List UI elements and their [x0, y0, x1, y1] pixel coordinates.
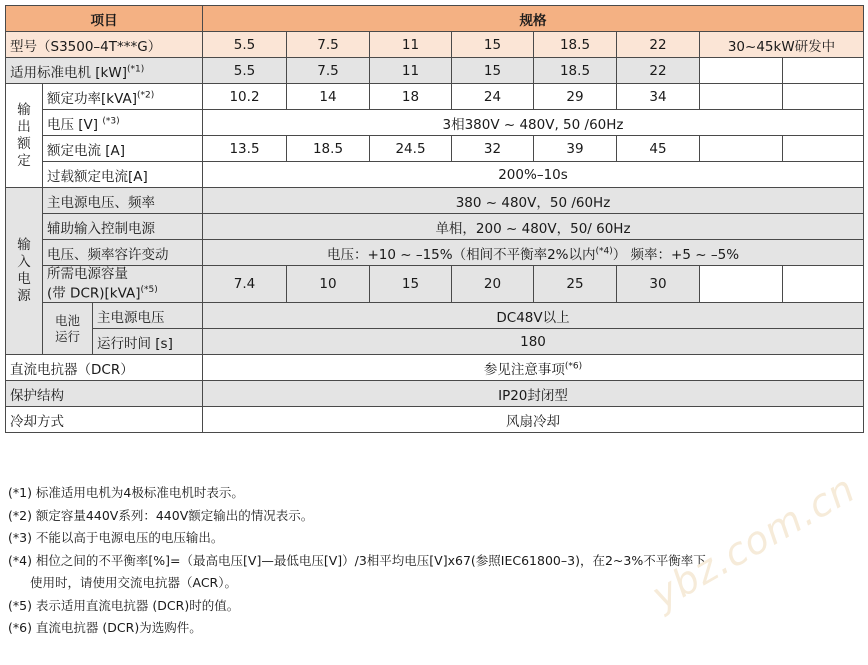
output-current-cell: 45 [617, 136, 700, 162]
output-power-cell: 10.2 [203, 84, 287, 110]
output-current-cell: 18.5 [287, 136, 370, 162]
battery-group-label: 电池运行 [43, 303, 93, 355]
output-overload-row [6, 162, 864, 188]
dcr-value: 参见注意事项$^{(*6)}$ [203, 355, 864, 381]
input-aux-value: 单相，200 ~ 480V，50/ 60Hz [203, 214, 864, 240]
output-overload-value: 200%–10s [203, 162, 864, 188]
input-capacity-label: 所需电源容量 (带 DCR)[kVA]$^{(*5)}$ [43, 266, 203, 303]
input-tolerance-value: 电压：+10 ~ –15%（相间不平衡率2%以内$^{(*4)}$） 频率：+5 ~ –5% [203, 240, 864, 266]
model-cell: 22 [617, 32, 700, 58]
model-cell: 7.5 [287, 32, 370, 58]
motor-cell: 5.5 [203, 58, 287, 84]
protection-label: 保护结构 [6, 381, 203, 407]
input-group-label: 输入电源 [6, 188, 43, 355]
footnote: (*4) 相位之间的不平衡率[%]=（最高电压[V]—最低电压[V]）/3相平均电压[V]x67(参照IEC61800–3)，在2~3%不平衡率下 [8, 552, 706, 568]
output-current-label: 额定电流 [A] [43, 136, 203, 162]
footnote: (*6) 直流电抗器 (DCR)为选购件。 [8, 620, 202, 635]
output-power-label: 额定功率[kVA]$^{(*2)}$ [43, 84, 203, 110]
watermark: ybz.com.cn [644, 466, 863, 618]
model-cell: 30~45kW研发中 [700, 32, 864, 58]
spec-table [5, 5, 864, 433]
protection-value: IP20封闭型 [203, 381, 864, 407]
model-row [6, 32, 864, 58]
output-current-cell: 32 [452, 136, 534, 162]
model-label: 型号（S3500–4T***G） [6, 32, 203, 58]
output-current-cell: 13.5 [203, 136, 287, 162]
input-main-row [6, 188, 864, 214]
output-power-cell: 34 [617, 84, 700, 110]
battery-voltage-label: 主电源电压 [93, 303, 203, 329]
output-power-cell [783, 84, 864, 110]
spec-table-container [5, 5, 864, 433]
dcr-label: 直流电抗器（DCR） [6, 355, 203, 381]
motor-row [6, 58, 864, 84]
output-group-label: 输出额定 [6, 84, 43, 188]
header-spec: 规格 [203, 6, 864, 32]
input-capacity-cell: 30 [617, 266, 700, 303]
output-power-cell: 29 [534, 84, 617, 110]
model-cell: 18.5 [534, 32, 617, 58]
model-cell: 15 [452, 32, 534, 58]
output-power-cell: 14 [287, 84, 370, 110]
output-current-cell: 39 [534, 136, 617, 162]
cooling-row [6, 407, 864, 433]
output-power-row [6, 84, 864, 110]
input-capacity-cell: 10 [287, 266, 370, 303]
input-tolerance-row [6, 240, 864, 266]
output-power-cell: 24 [452, 84, 534, 110]
input-capacity-cell: 20 [452, 266, 534, 303]
model-cell: 5.5 [203, 32, 287, 58]
header-row [6, 6, 864, 32]
input-tolerance-label: 电压、频率容许变动 [43, 240, 203, 266]
input-main-value: 380 ~ 480V，50 /60Hz [203, 188, 864, 214]
motor-cell: 22 [617, 58, 700, 84]
output-voltage-row [6, 110, 864, 136]
footnotes [8, 482, 706, 640]
input-aux-label: 辅助输入控制电源 [43, 214, 203, 240]
motor-cell: 18.5 [534, 58, 617, 84]
protection-row [6, 381, 864, 407]
model-cell: 11 [370, 32, 452, 58]
cooling-label: 冷却方式 [6, 407, 203, 433]
battery-time-row [6, 329, 864, 355]
header-item: 项目 [6, 6, 203, 32]
output-power-cell: 18 [370, 84, 452, 110]
battery-time-value: 180 [203, 329, 864, 355]
motor-cell: 7.5 [287, 58, 370, 84]
output-overload-label: 过载额定电流[A] [43, 162, 203, 188]
output-voltage-label: 电压 [V] $^{(*3)}$ [43, 110, 203, 136]
motor-label: 适用标准电机 [kW]$^{(*1)}$ [6, 58, 203, 84]
output-current-row [6, 136, 864, 162]
input-capacity-cell: 25 [534, 266, 617, 303]
output-current-cell [783, 136, 864, 162]
input-main-label: 主电源电压、频率 [43, 188, 203, 214]
footnote: (*2) 额定容量440V系列：440V额定输出的情况表示。 [8, 507, 314, 523]
footnote: (*3) 不能以高于电源电压的电压输出。 [8, 530, 224, 545]
battery-time-label: 运行时间 [s] [93, 329, 203, 355]
footnote: (*5) 表示适用直流电抗器 (DCR)时的值。 [8, 597, 240, 613]
battery-voltage-row [6, 303, 864, 329]
footnote-continuation: 使用时，请使用交流电抗器（ACR）。 [30, 575, 237, 590]
footnote: (*1) 标准适用电机为4极标准电机时表示。 [8, 485, 244, 500]
output-power-cell [700, 84, 783, 110]
input-aux-row [6, 214, 864, 240]
output-current-cell [700, 136, 783, 162]
input-capacity-cell-empty [783, 266, 864, 303]
battery-voltage-value: DC48V以上 [203, 303, 864, 329]
input-capacity-cell: 7.4 [203, 266, 287, 303]
input-capacity-row [6, 266, 864, 303]
input-capacity-cell: 15 [370, 266, 452, 303]
motor-cell: 15 [452, 58, 534, 84]
motor-cell-empty [700, 58, 783, 84]
motor-cell: 11 [370, 58, 452, 84]
input-capacity-cell-empty [700, 266, 783, 303]
dcr-row [6, 355, 864, 381]
output-voltage-value: 3相380V ~ 480V, 50 /60Hz [203, 110, 864, 136]
output-current-cell: 24.5 [370, 136, 452, 162]
motor-cell-empty [783, 58, 864, 84]
cooling-value: 风扇冷却 [203, 407, 864, 433]
